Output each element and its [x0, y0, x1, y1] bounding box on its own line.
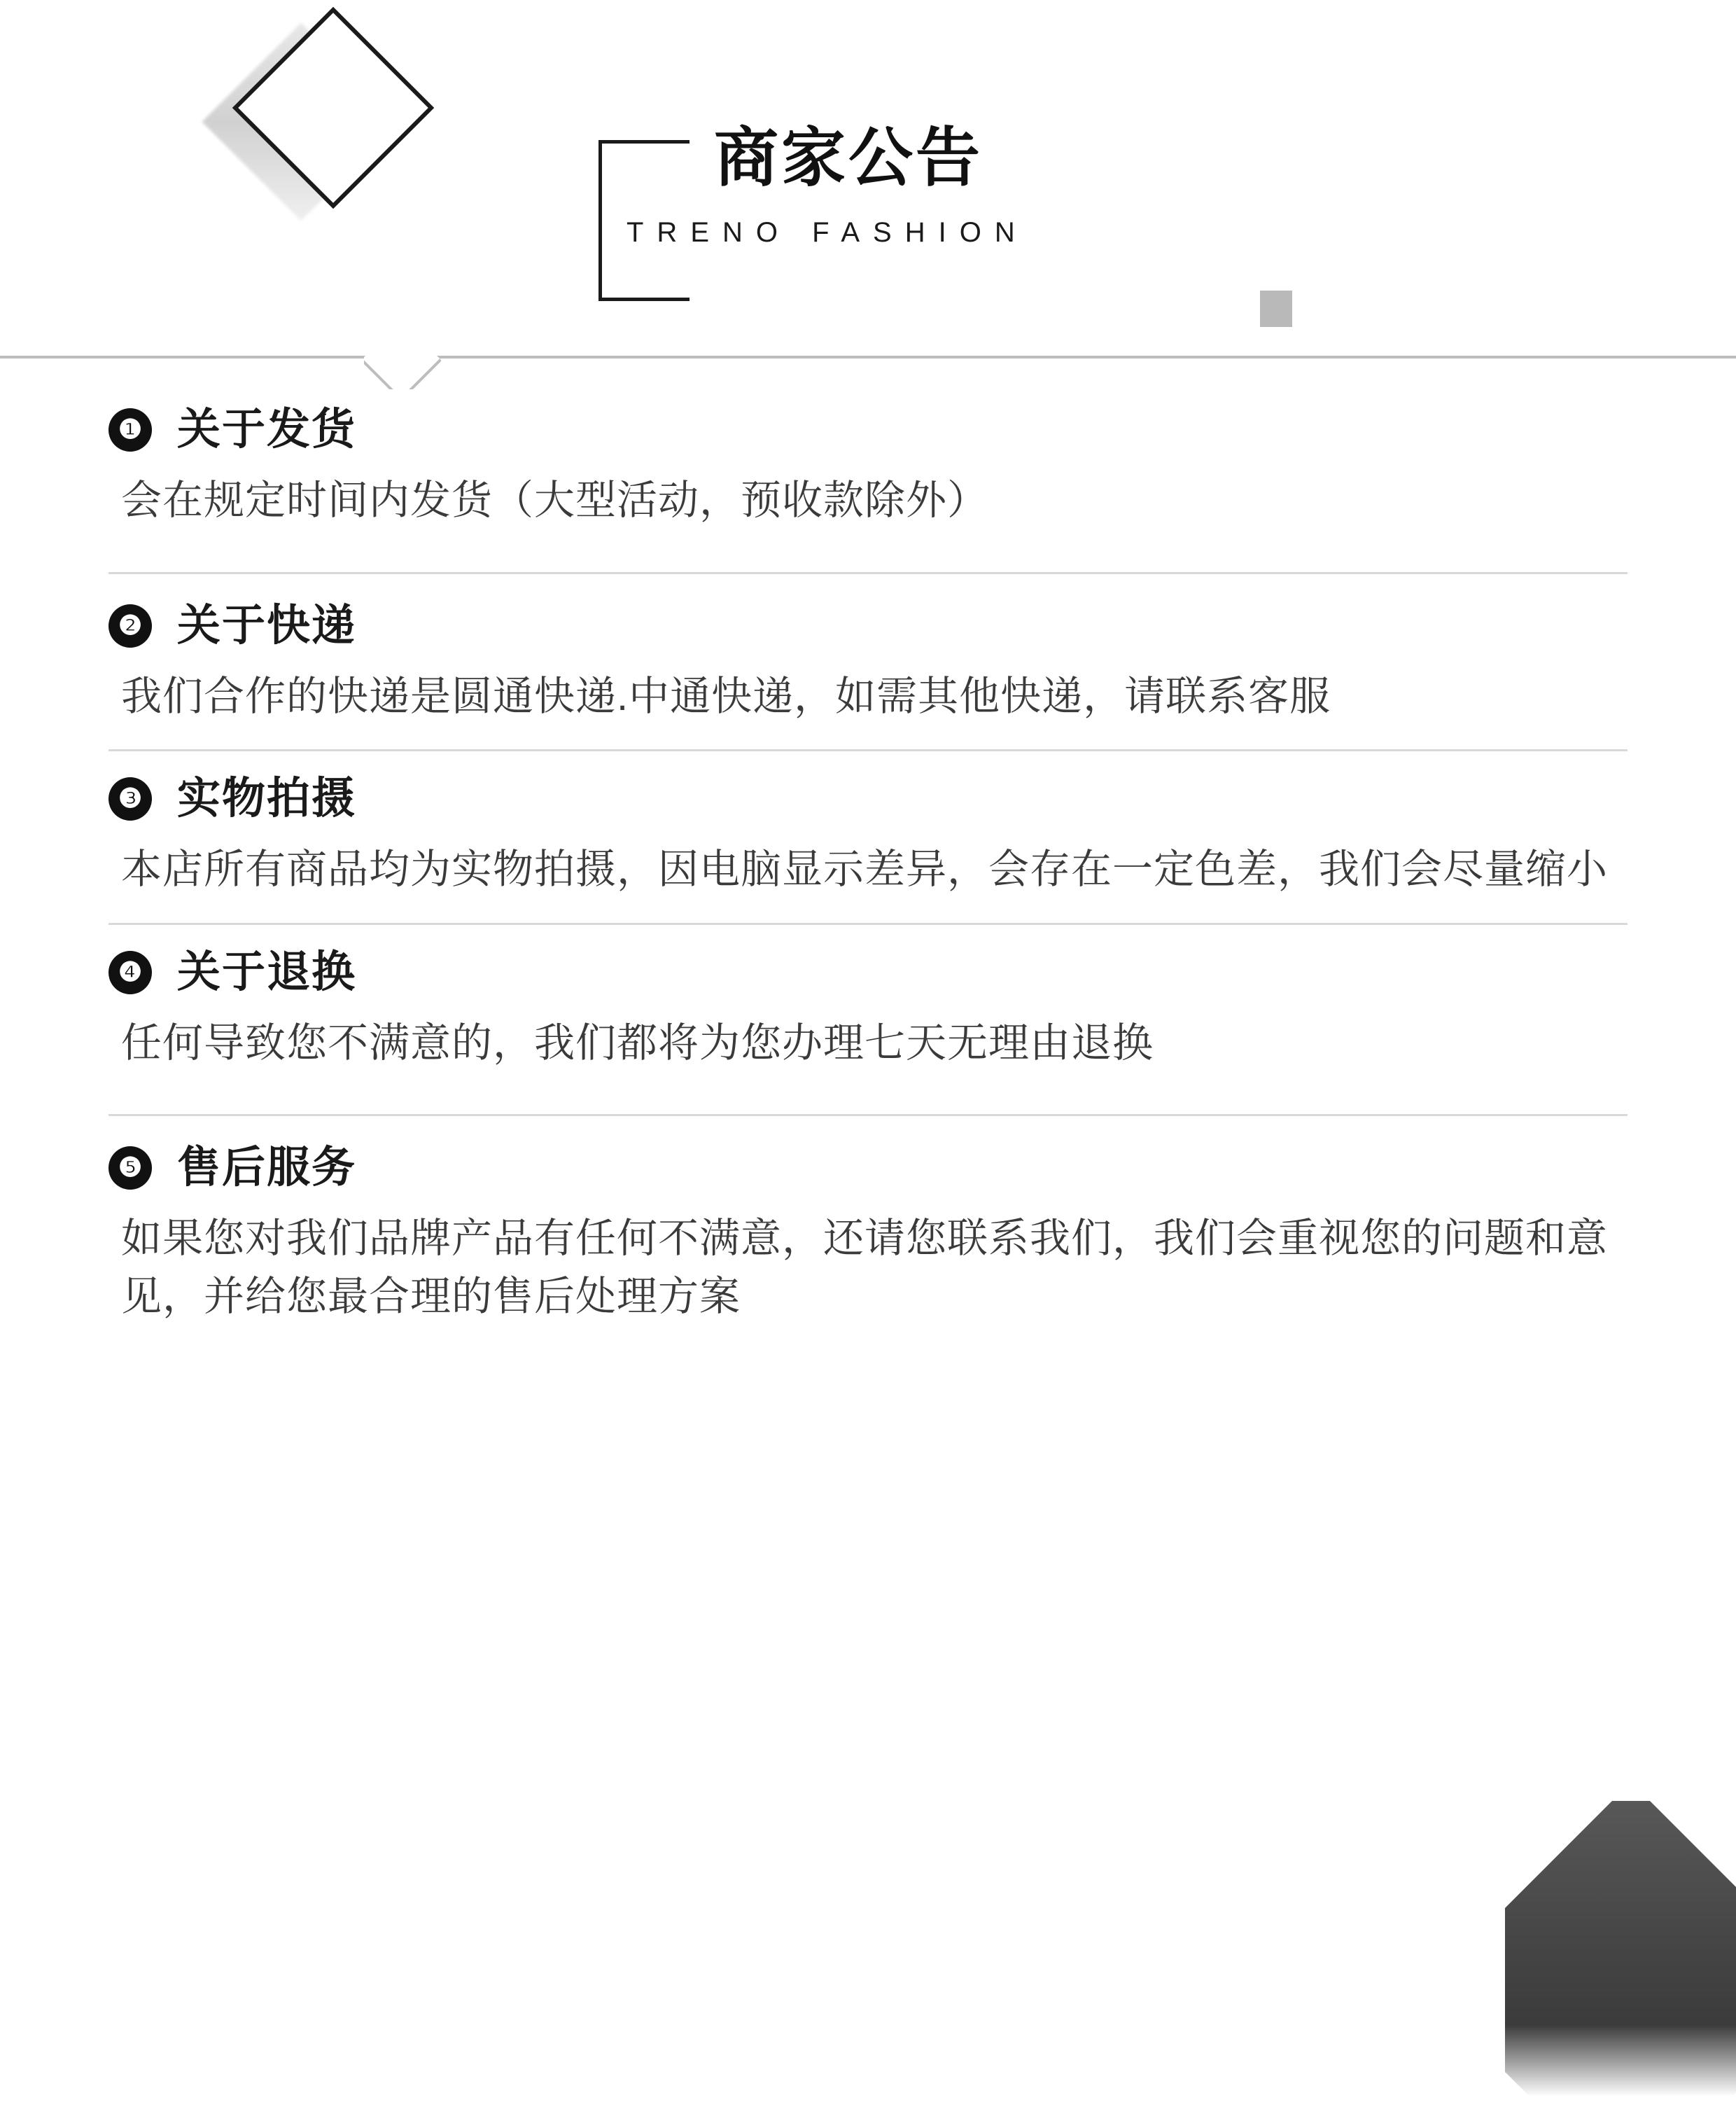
notice-list — [0, 357, 1736, 1325]
item-separator — [108, 572, 1628, 574]
item-title: 关于退换 — [177, 947, 357, 996]
corner-decoration-icon — [1505, 1801, 1736, 2109]
item-body: 如果您对我们品牌产品有任何不满意，还请您联系我们，我们会重视您的问题和意见，并给您最合理的售后处理方案 — [121, 1216, 1609, 1319]
item-number-badge: ❸ — [108, 777, 152, 821]
list-item-head — [108, 1144, 1628, 1192]
item-title: 售后服务 — [177, 1143, 357, 1192]
square-mark-icon — [1260, 291, 1292, 327]
item-title: 关于快递 — [177, 601, 357, 650]
item-number-badge: ❶ — [108, 408, 152, 452]
list-item-head — [108, 949, 1628, 996]
list-item-head — [108, 406, 1628, 454]
list-item — [108, 949, 1628, 1073]
list-item — [108, 775, 1628, 899]
list-item-head — [108, 602, 1628, 650]
item-separator — [108, 1114, 1628, 1116]
item-title: 实物拍摄 — [177, 774, 357, 823]
item-body: 我们合作的快递是圆通快递.中通快递，如需其他快递，请联系客服 — [121, 673, 1331, 719]
title-block — [598, 123, 1578, 308]
item-body: 任何导致您不满意的，我们都将为您办理七天无理由退换 — [121, 1019, 1154, 1066]
brand-subtitle: TRENO FASHION — [626, 217, 1028, 248]
page-title: 商家公告 — [714, 123, 983, 194]
item-body: 会在规定时间内发货（大型活动，预收款除外） — [121, 478, 989, 524]
item-separator — [108, 923, 1628, 925]
announcement-header — [0, 0, 1736, 357]
list-item — [108, 1144, 1628, 1325]
item-number-badge: ❷ — [108, 604, 152, 648]
corner-fade-overlay — [1505, 2025, 1736, 2109]
list-item — [108, 602, 1628, 726]
item-separator — [108, 749, 1628, 751]
diamond-logo — [231, 28, 441, 238]
item-number-badge: ❺ — [108, 1146, 152, 1190]
item-number-badge: ❹ — [108, 951, 152, 994]
item-title: 关于发货 — [177, 405, 357, 454]
list-item-head — [108, 775, 1628, 823]
list-item — [108, 406, 1628, 530]
item-body: 本店所有商品均为实物拍摄，因电脑显示差异，会存在一定色差，我们会尽量缩小 — [121, 847, 1609, 893]
